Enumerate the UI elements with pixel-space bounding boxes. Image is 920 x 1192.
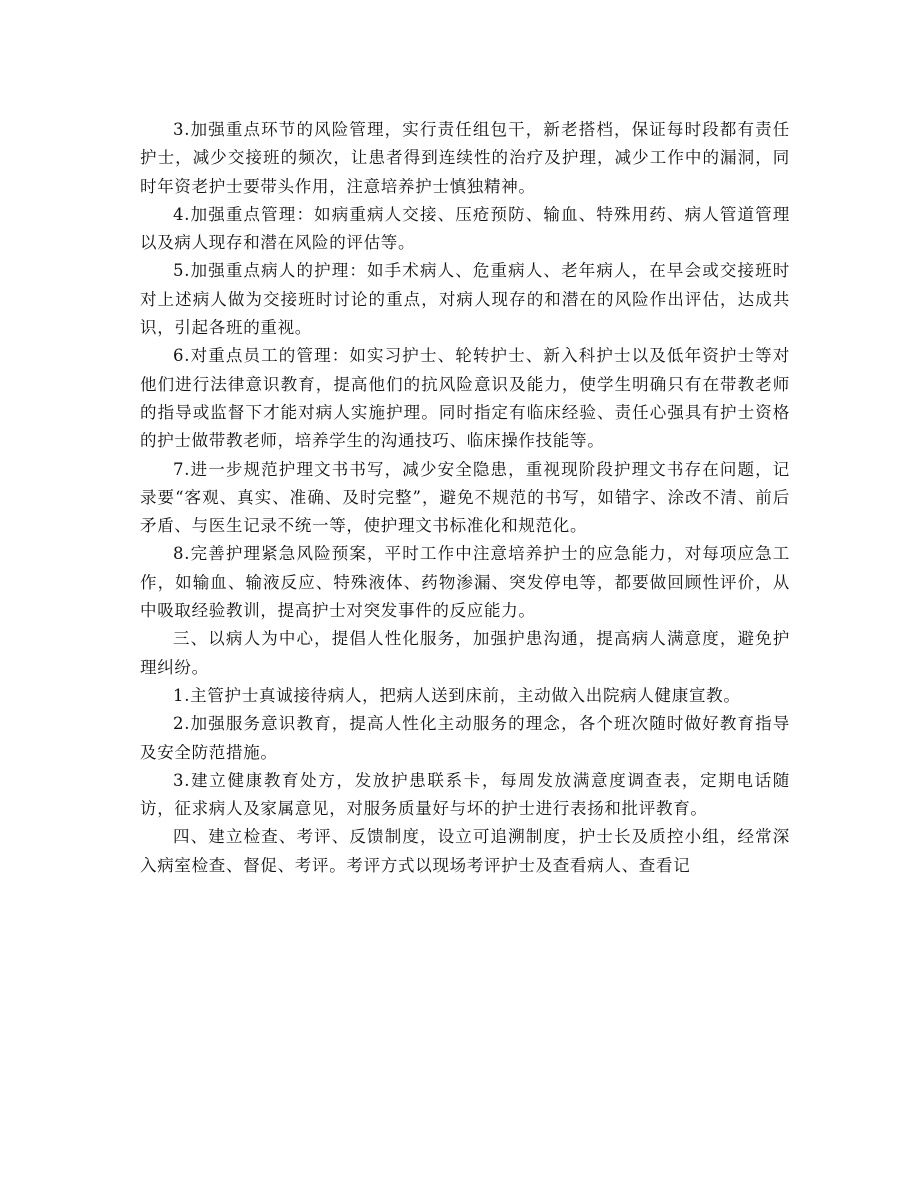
paragraph-8-emergency-plan: 8.完善护理紧急风险预案，平时工作中注意培养护士的应急能力，对每项应急工作，如输血、输液反应、特殊液体、药物渗漏、突发停电等，都要做回顾性评价，从中吸取经验教训，提高护士对突发事件的反应能力。 xyxy=(140,544,790,621)
paragraph-1-reception: 1.主管护士真诚接待病人，把病人送到床前，主动做入出院病人健康宣教。 xyxy=(173,685,741,705)
paragraph-5-key-patient-care: 5.加强重点病人的护理：如手术病人、危重病人、老年病人，在早会或交接班时对上述病人做为交接班时讨论的重点，对病人现存的和潜在的风险作出评估，达成共识，引起各班的重视。 xyxy=(140,261,790,338)
paragraph-7-nursing-documents: 7.进一步规范护理文书书写，减少安全隐患，重视现阶段护理文书存在问题，记录要“客观、真实、准确、及时完整”，避免不规范的书写，如错字、涂改不清、前后矛盾、与医生记录不统一等，使护理文书标准化和规范化。 xyxy=(140,459,790,536)
section-4-heading-inspection: 四、建立检查、考评、反馈制度，设立可追溯制度，护士长及质控小组，经常深入病室检查、督促、考评。考评方式以现场考评护士及查看病人、查看记 xyxy=(140,827,790,875)
document-body xyxy=(140,116,790,880)
section-3-heading-patient-centered: 三、以病人为中心，提倡人性化服务，加强护患沟通，提高病人满意度，避免护理纠纷。 xyxy=(140,629,790,677)
paragraph-6-key-staff-management: 6.对重点员工的管理：如实习护士、轮转护士、新入科护士以及低年资护士等对他们进行法律意识教育，提高他们的抗风险意识及能力，使学生明确只有在带教老师的指导或监督下才能对病人实施护理。同时指定有临床经验、责任心强具有护士资格的护士做带教老师，培养学生的沟通技巧、临床操作技能等。 xyxy=(140,346,790,451)
paragraph-3-risk-management: 3.加强重点环节的风险管理，实行责任组包干，新老搭档，保证每时段都有责任护士，减少交接班的频次，让患者得到连续性的治疗及护理，减少工作中的漏洞，同时年资老护士要带头作用，注意培养护士慎独精神。 xyxy=(140,120,790,196)
paragraph-2-service-education: 2.加强服务意识教育，提高人性化主动服务的理念，各个班次随时做好教育指导及安全防范措施。 xyxy=(140,714,790,762)
paragraph-4-key-management: 4.加强重点管理：如病重病人交接、压疮预防、输血、特殊用药、病人管道管理以及病人现存和潜在风险的评估等。 xyxy=(140,204,790,253)
paragraph-3-health-education: 3.建立健康教育处方，发放护患联系卡，每周发放满意度调查表，定期电话随访，征求病人及家属意见，对服务质量好与坏的护士进行表扬和批评教育。 xyxy=(140,770,790,819)
